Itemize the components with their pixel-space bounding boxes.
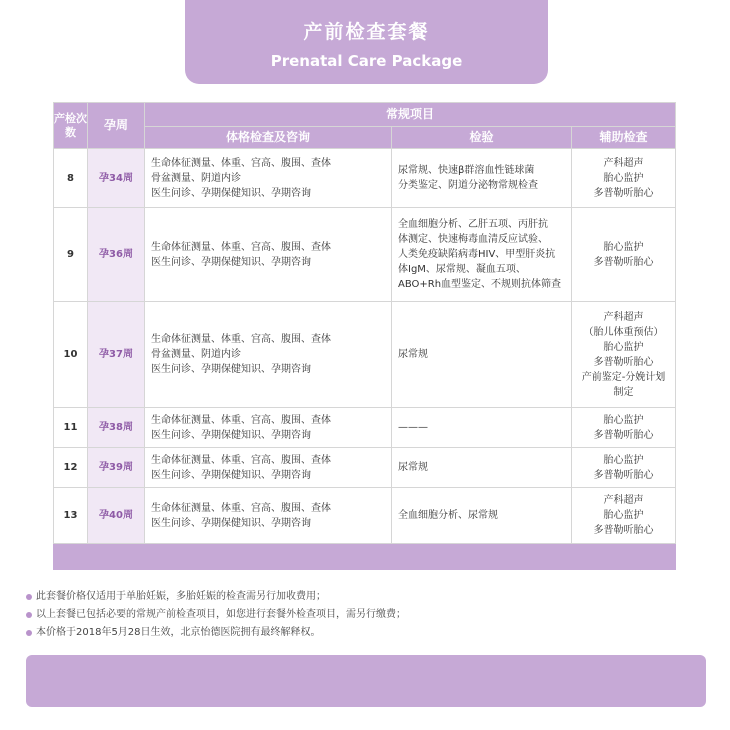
gestational-week-cell: 孕36周 (88, 208, 145, 302)
auxiliary-exam-cell-line: 产科超声 (603, 311, 644, 323)
lab-test-cell-line: 全血细胞分析、乙肝五项、丙肝抗 (398, 219, 548, 230)
auxiliary-exam-cell (572, 302, 676, 408)
gestational-week-cell: 孕40周 (88, 488, 145, 544)
note-text: 此套餐价格仅适用于单胎妊娠，多胎妊娠的检查需另行加收费用； (36, 591, 326, 602)
lab-test-cell (392, 408, 572, 448)
table-row (54, 488, 676, 544)
physical-exam-cell-line: 医生问诊、孕期保健知识、孕期咨询 (151, 517, 311, 529)
lab-test-cell-line: 全血细胞分析、尿常规 (398, 510, 498, 521)
table-body (54, 149, 676, 544)
lab-test-cell (392, 149, 572, 208)
physical-exam-cell (145, 149, 392, 208)
physical-exam-cell-line: 生命体征测量、体重、宫高、腹围、查体 (151, 414, 331, 426)
lab-test-cell-line: 尿常规、快速β群溶血性链球菌 (398, 165, 535, 176)
lab-test-cell (392, 302, 572, 408)
table-row (54, 448, 676, 488)
lab-test-cell-line: 尿常规 (398, 462, 428, 473)
auxiliary-exam-cell-line: 多普勒听胎心 (593, 429, 654, 441)
physical-exam-cell (145, 448, 392, 488)
visit-number-cell: 9 (54, 208, 88, 302)
lab-test-cell-line: ——— (398, 422, 428, 433)
lab-test-cell (392, 448, 572, 488)
col-routine-header: 常规项目 (145, 103, 676, 127)
physical-exam-cell-line: 医生问诊、孕期保健知识、孕期咨询 (151, 364, 311, 375)
note-text: 以上套餐已包括必要的常规产前检查项目，如您进行套餐外检查项目，需另行缴费； (36, 609, 406, 620)
auxiliary-exam-cell-line: 胎心监护 (603, 510, 644, 521)
auxiliary-exam-cell (572, 408, 676, 448)
bullet-dot-icon (26, 630, 32, 636)
table-row (54, 208, 676, 302)
physical-exam-cell (145, 488, 392, 544)
physical-exam-cell (145, 208, 392, 302)
gestational-week-cell: 孕38周 (88, 408, 145, 448)
package-table-wrapper (53, 102, 675, 570)
physical-exam-cell-line: 医生问诊、孕期保健知识、孕期咨询 (151, 256, 311, 268)
auxiliary-exam-cell (572, 208, 676, 302)
physical-exam-cell-line: 生命体征测量、体重、宫高、腹围、查体 (151, 454, 331, 466)
col-visit-header: 产检次数 (54, 103, 88, 149)
notes-list (26, 588, 406, 642)
physical-exam-cell-line: 骨盆测量、阴道内诊 (151, 172, 241, 184)
package-table (53, 102, 676, 570)
physical-exam-cell (145, 302, 392, 408)
auxiliary-exam-cell-line: 胎心监护 (603, 414, 644, 426)
physical-exam-cell-line: 医生问诊、孕期保健知识、孕期咨询 (151, 429, 311, 441)
col-lab-header: 检验 (392, 127, 572, 149)
physical-exam-cell-line: 生命体征测量、体重、宫高、腹围、查体 (151, 334, 331, 345)
col-week-header: 孕周 (88, 103, 145, 149)
physical-exam-cell-line: 生命体征测量、体重、宫高、腹围、查体 (151, 157, 331, 169)
lab-test-cell-line: 分类鉴定、阴道分泌物常规检查 (398, 180, 538, 191)
bottom-band (26, 655, 706, 707)
page-subtitle: Prenatal Care Package (270, 52, 463, 70)
lab-test-cell (392, 488, 572, 544)
physical-exam-cell-line: 骨盆测量、阴道内诊 (151, 349, 241, 360)
auxiliary-exam-cell-line: 产前鉴定-分娩计划 (581, 371, 666, 383)
table-row (54, 302, 676, 408)
auxiliary-exam-cell-line: 制定 (613, 386, 634, 398)
physical-exam-cell-line: 医生问诊、孕期保健知识、孕期咨询 (151, 187, 311, 199)
note-item (26, 606, 406, 624)
lab-test-cell-line: 人类免疫缺陷病毒HIV、甲型肝炎抗 (398, 249, 556, 260)
auxiliary-exam-cell-line: 胎心监护 (603, 341, 644, 353)
title-banner (185, 0, 548, 84)
visit-number-cell: 8 (54, 149, 88, 208)
physical-exam-cell-line: 医生问诊、孕期保健知识、孕期咨询 (151, 469, 311, 481)
lab-test-cell-line: 尿常规 (398, 349, 428, 360)
auxiliary-exam-cell-line: 胎心监护 (603, 241, 644, 253)
physical-exam-cell (145, 408, 392, 448)
table-footer-band (54, 544, 676, 570)
lab-test-cell (392, 208, 572, 302)
bullet-dot-icon (26, 612, 32, 618)
lab-test-cell-line: ABO+Rh血型鉴定、不规则抗体筛查 (398, 279, 562, 290)
auxiliary-exam-cell-line: （胎儿体重预估） (583, 326, 664, 338)
page-title: 产前检查套餐 (303, 21, 430, 43)
gestational-week-cell: 孕39周 (88, 448, 145, 488)
gestational-week-cell: 孕37周 (88, 302, 145, 408)
auxiliary-exam-cell (572, 488, 676, 544)
auxiliary-exam-cell (572, 149, 676, 208)
note-item (26, 624, 406, 642)
auxiliary-exam-cell-line: 多普勒听胎心 (593, 525, 654, 536)
auxiliary-exam-cell-line: 多普勒听胎心 (593, 469, 654, 481)
col-aux-header: 辅助检查 (572, 127, 676, 149)
auxiliary-exam-cell-line: 产科超声 (603, 495, 644, 506)
bullet-dot-icon (26, 594, 32, 600)
note-item (26, 588, 406, 606)
auxiliary-exam-cell-line: 多普勒听胎心 (593, 256, 654, 268)
auxiliary-exam-cell-line: 产科超声 (603, 157, 644, 169)
note-text: 本价格于2018年5月28日生效，北京怡德医院拥有最终解释权。 (36, 627, 321, 638)
col-physical-header: 体格检查及咨询 (145, 127, 392, 149)
table-row (54, 408, 676, 448)
auxiliary-exam-cell (572, 448, 676, 488)
lab-test-cell-line: 体IgM、尿常规、凝血五项、 (398, 264, 526, 275)
visit-number-cell: 13 (54, 488, 88, 544)
physical-exam-cell-line: 生命体征测量、体重、宫高、腹围、查体 (151, 502, 331, 514)
auxiliary-exam-cell-line: 胎心监护 (603, 172, 644, 184)
lab-test-cell-line: 体测定、快速梅毒血清反应试验、 (398, 234, 548, 245)
visit-number-cell: 11 (54, 408, 88, 448)
visit-number-cell: 12 (54, 448, 88, 488)
auxiliary-exam-cell-line: 多普勒听胎心 (593, 356, 654, 368)
gestational-week-cell: 孕34周 (88, 149, 145, 208)
auxiliary-exam-cell-line: 胎心监护 (603, 454, 644, 466)
table-row (54, 149, 676, 208)
physical-exam-cell-line: 生命体征测量、体重、宫高、腹围、查体 (151, 241, 331, 253)
auxiliary-exam-cell-line: 多普勒听胎心 (593, 187, 654, 199)
visit-number-cell: 10 (54, 302, 88, 408)
